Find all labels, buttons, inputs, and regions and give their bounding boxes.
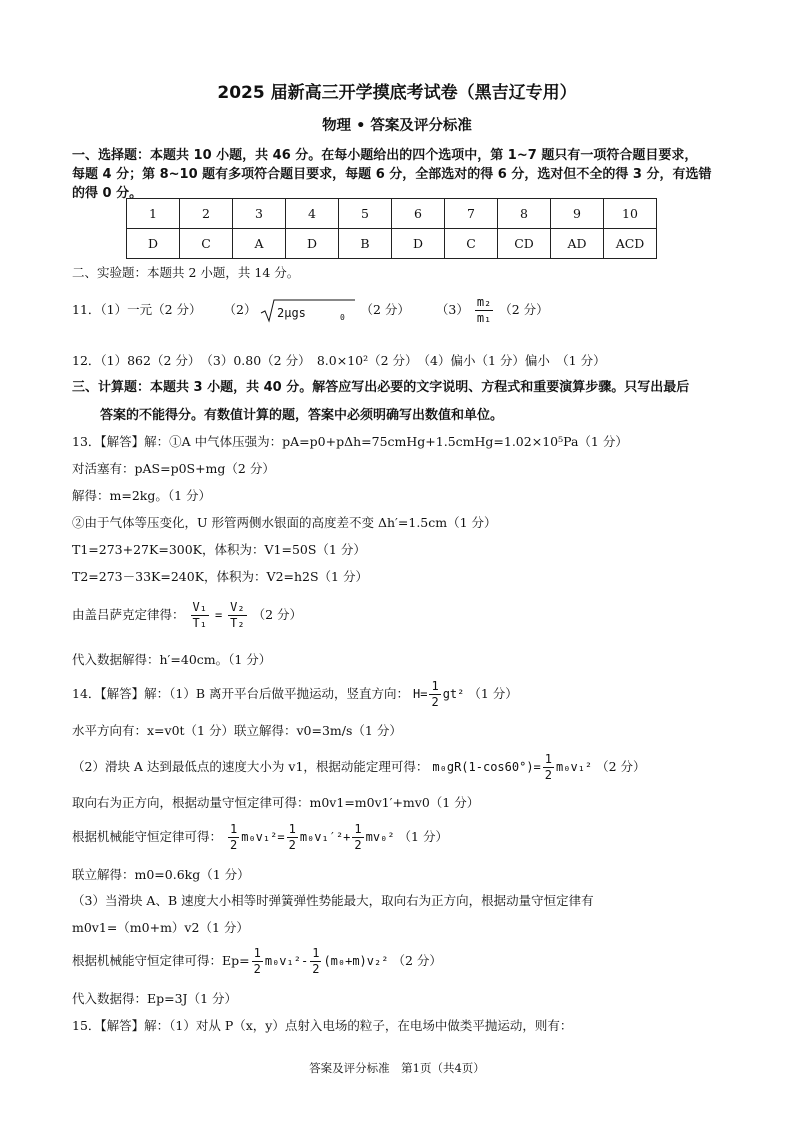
q13-line3: 解得：m=2kg。（1 分） xyxy=(72,488,212,503)
fraction-half xyxy=(429,679,440,710)
q14-line1-score: （1 分） xyxy=(468,686,518,701)
fraction-half xyxy=(252,946,263,977)
q14-line5-score: （1 分） xyxy=(398,829,448,844)
answer-table-answer-row xyxy=(127,229,657,259)
fraction-half xyxy=(543,752,554,783)
q14-line9-prefix: 根据机械能守恒定律可得：Ep= xyxy=(72,953,250,968)
q14-eq-h: H= xyxy=(413,687,428,701)
fraction-half xyxy=(352,822,363,853)
q14-line9-term-a: m₀v₁²- xyxy=(264,954,309,968)
q13-line5: T1=273+27K=300K，体积为：V1=50S（1 分） xyxy=(72,542,366,557)
q14-line5 xyxy=(72,820,448,854)
table-cell: 7 xyxy=(445,199,498,229)
q14-line1 xyxy=(72,679,518,710)
fraction-numerator: 1 xyxy=(288,822,296,836)
q13-line4: ②由于气体等压变化，U 形管两侧水银面的高度差不变 Δh′=1.5cm（1 分） xyxy=(72,515,497,530)
fraction-m2-m1 xyxy=(475,295,493,326)
fraction-numerator: 1 xyxy=(230,822,238,836)
table-cell: D xyxy=(127,229,180,259)
fraction-v2-t2 xyxy=(228,600,246,631)
table-cell: 10 xyxy=(604,199,657,229)
fraction-numerator: 1 xyxy=(312,946,320,960)
table-cell: 1 xyxy=(127,199,180,229)
q14-line6: 联立解得：m0=0.6kg（1 分） xyxy=(72,867,250,882)
answer-table xyxy=(126,198,657,259)
q14-line7: （3）当滑块 A、B 速度大小相等时弹簧弹性势能最大，取向右为正方向，根据动量守恒定律有 xyxy=(72,893,594,908)
table-cell: C xyxy=(180,229,233,259)
table-cell: AD xyxy=(551,229,604,259)
fraction-denominator: 2 xyxy=(431,695,439,709)
q14-line5-term-c: mv₀² xyxy=(365,830,395,844)
section1-intro-line1: 一、选择题：本题共 10 小题，共 46 分。在每小题给出的四个选项中，第 1~7 题只有一项符合题目要求， xyxy=(72,148,698,163)
q13-line7-prefix: 由盖吕萨克定律得： xyxy=(72,607,185,622)
q11-part2-score: （2 分） xyxy=(360,302,410,317)
table-cell: 9 xyxy=(551,199,604,229)
fraction-denominator: 2 xyxy=(544,768,553,782)
section2-heading: 二、实验题：本题共 2 小题，共 14 分。 xyxy=(72,265,300,280)
fraction-denominator: 2 xyxy=(230,838,238,852)
q14-line9-score: （2 分） xyxy=(392,953,442,968)
q14-line5-term-a: m₀v₁²= xyxy=(241,830,285,844)
q13-line6: T2=273－33K=240K，体积为：V2=h2S（1 分） xyxy=(72,569,368,584)
q14-line3-eq-right: m₀v₁² xyxy=(556,760,593,774)
q11-part2-label: （2） xyxy=(223,302,257,317)
q11-part3-label: （3） xyxy=(435,302,469,317)
sqrt-radicand: 2μgs xyxy=(277,306,307,320)
q13-line7-score: （2 分） xyxy=(252,607,303,622)
fraction-denominator: T₁ xyxy=(192,616,207,630)
fraction-denominator: 2 xyxy=(253,962,261,976)
section3-heading-line2: 答案的不能得分。有数值计算的题，答案中必须明确写出数值和单位。 xyxy=(100,408,504,423)
fraction-numerator: 1 xyxy=(431,679,439,693)
fraction-denominator: 2 xyxy=(354,838,362,852)
q14-line3 xyxy=(72,750,646,784)
q12-line: 12．（1）862（2 分） （3）0.80（2 分） 8.0×10²（2 分） （4）偏小（1 分）偏小 （1 分） xyxy=(72,353,606,368)
q14-line5-prefix: 根据机械能守恒定律可得： xyxy=(72,829,223,844)
q13-line7: 由盖吕萨克定律得： $\frac{\text{V₁}}{\text{T₁}}$ = $\frac{\text{V₂}}{\text{T₂}}$ （2 分） xyxy=(72,600,303,630)
section1-intro-line2: 每题 4 分；第 8~10 题有多项符合题目要求，每题 6 分，全部选对的得 6 分，选对但不全的得 3 分，有选错 xyxy=(72,167,712,182)
section1-intro-line3: 的得 0 分。 xyxy=(72,186,143,201)
q11-part1: 11．（1）一元（2 分） xyxy=(72,302,202,317)
q14-line3-prefix: （2）滑块 A 达到最低点的速度大小为 v1，根据动能定理可得： xyxy=(72,759,429,774)
fraction-numerator: 1 xyxy=(544,752,553,766)
table-cell: D xyxy=(286,229,339,259)
sqrt-radicand-sub: 0 xyxy=(340,313,346,322)
table-cell: 6 xyxy=(392,199,445,229)
fraction-v1-t1 xyxy=(191,600,209,631)
section3-heading-line1: 三、计算题：本题共 3 小题，共 40 分。解答应写出必要的文字说明、方程式和重要演算步骤。只写出最后 xyxy=(72,380,690,395)
q14-eq-gt2: gt² xyxy=(442,687,465,701)
q14-line1-prefix: 14．【解答】解：（1）B 离开平台后做平抛运动，竖直方向： xyxy=(72,686,410,701)
table-cell: CD xyxy=(498,229,551,259)
page-footer: 答案及评分标准 第1页（共4页） xyxy=(309,1061,485,1075)
fraction-half xyxy=(228,822,239,853)
q14-line5-term-b: m₀v₁′²+ xyxy=(299,830,351,844)
table-cell: 2 xyxy=(180,199,233,229)
q11-part3-score: （2 分） xyxy=(499,302,549,317)
table-cell: 3 xyxy=(233,199,286,229)
q13-line8: 代入数据解得：h′=40cm。（1 分） xyxy=(72,652,272,667)
table-cell: 5 xyxy=(339,199,392,229)
table-cell: B xyxy=(339,229,392,259)
q13-line1: 13．【解答】解：①A 中气体压强为：pA=p0+pΔh=75cmHg+1.5cmHg=1.02×10⁵Pa（1 分） xyxy=(72,434,628,449)
fraction-denominator: m₁ xyxy=(476,311,492,325)
fraction-numerator: V₂ xyxy=(230,600,245,614)
q14-line4: 取向右为正方向，根据动量守恒定律可得：m0v1=m0v1′+mv0（1 分） xyxy=(72,795,480,810)
table-cell: 8 xyxy=(498,199,551,229)
table-cell: D xyxy=(392,229,445,259)
q14-line3-eq-left: m₀gR(1-cos60°)= xyxy=(432,760,541,774)
sqrt-sign-icon xyxy=(260,298,356,324)
fraction-denominator: T₂ xyxy=(230,616,245,630)
page-title: 2025 届新高三开学摸底考试卷（黑吉辽专用） xyxy=(217,83,577,103)
answer-table-number-row xyxy=(127,199,657,229)
fraction-half xyxy=(287,822,298,853)
q14-line2: 水平方向有：x=v0t（1 分）联立解得：v0=3m/s（1 分） xyxy=(72,723,402,738)
page-subtitle: 物理 • 答案及评分标准 xyxy=(322,118,472,134)
fraction-denominator: 2 xyxy=(288,838,296,852)
q11-line xyxy=(72,290,549,331)
q14-line9-term-b: (m₀+m)v₂² xyxy=(323,954,389,968)
fraction-denominator: 2 xyxy=(312,962,320,976)
fraction-half xyxy=(310,946,321,977)
q15-line1: 15．【解答】解：（1）对从 P（x，y）点射入电场的粒子，在电场中做类平抛运动，则有： xyxy=(72,1018,573,1033)
table-cell: A xyxy=(233,229,286,259)
sqrt-expression xyxy=(260,291,356,331)
table-cell: C xyxy=(445,229,498,259)
fraction-numerator: 1 xyxy=(253,946,261,960)
table-cell: ACD xyxy=(604,229,657,259)
fraction-numerator: 1 xyxy=(354,822,362,836)
q14-line3-score: （2 分） xyxy=(596,759,646,774)
fraction-numerator: V₁ xyxy=(192,600,207,614)
fraction-numerator: m₂ xyxy=(476,295,492,309)
q13-line2: 对活塞有：pAS=p0S+mg（2 分） xyxy=(72,461,275,476)
q14-line9 xyxy=(72,944,442,978)
q14-line8: m0v1=（m0+m）v2（1 分） xyxy=(72,920,249,935)
q14-line10: 代入数据得：Ep=3J（1 分） xyxy=(72,991,237,1006)
table-cell: 4 xyxy=(286,199,339,229)
